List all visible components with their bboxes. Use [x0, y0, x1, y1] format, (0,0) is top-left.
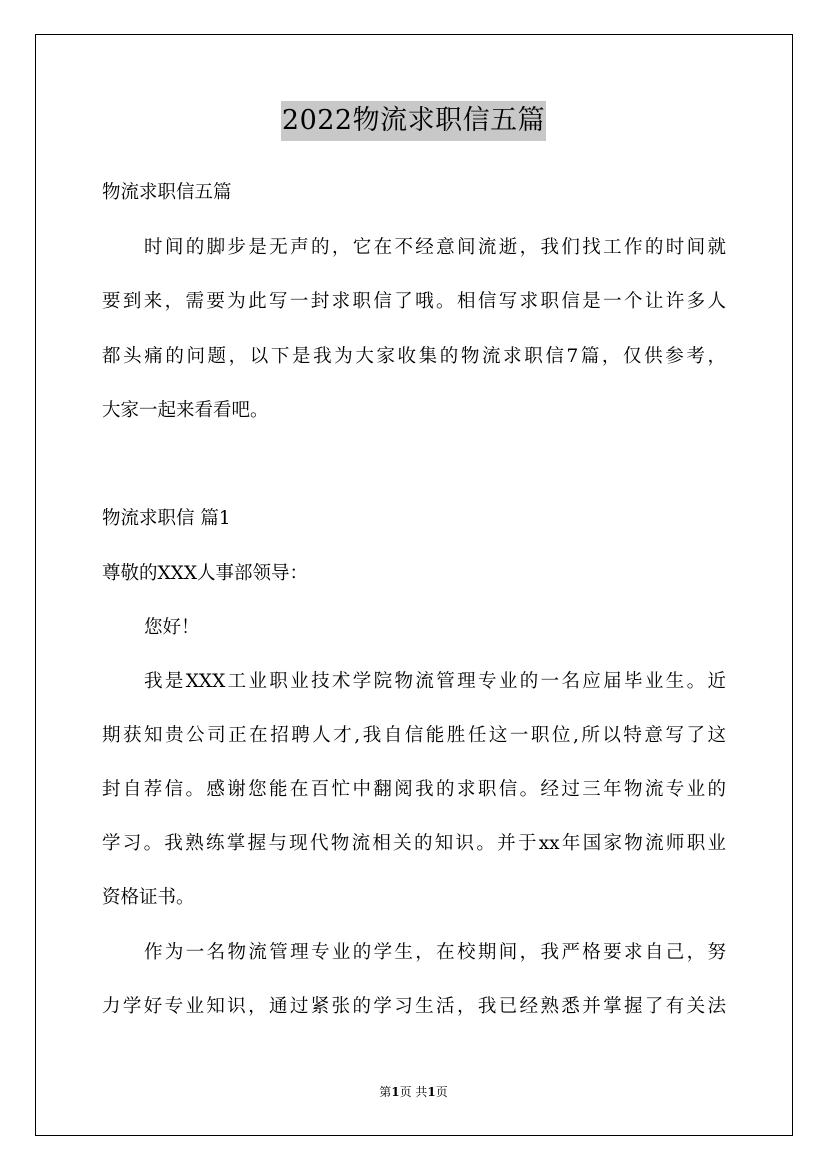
paragraph-line: 作为一名物流管理专业的学生，在校期间，我严格要求自己，努	[144, 942, 726, 963]
document-title: 2022物流求职信五篇	[281, 101, 546, 141]
greeting: 您好！	[144, 617, 200, 638]
intro-line: 时间的脚步是无声的，它在不经意间流逝，我们找工作的时间就	[144, 237, 726, 258]
intro-line: 都头痛的问题，以下是我为大家收集的物流求职信7篇，仅供参考，	[102, 346, 726, 367]
document-subtitle: 物流求职信五篇	[102, 182, 232, 203]
footer-suffix: 页	[435, 1085, 448, 1099]
page-footer	[0, 1083, 827, 1101]
footer-total-pages: 1	[427, 1085, 436, 1099]
paragraph-line: 我是XXX工业职业技术学院物流管理专业的一名应届毕业生。近	[144, 671, 726, 692]
paragraph-line: 期获知贵公司正在招聘人才,我自信能胜任这一职位,所以特意写了这	[102, 725, 726, 746]
salutation: 尊敬的XXX人事部领导：	[102, 563, 309, 584]
section-heading: 物流求职信 篇1	[102, 508, 231, 529]
paragraph-line: 学习。我熟练掌握与现代物流相关的知识。并于xx年国家物流师职业	[102, 833, 726, 854]
footer-mid: 页 共	[399, 1085, 428, 1099]
intro-line: 要到来，需要为此写一封求职信了哦。相信写求职信是一个让许多人	[102, 291, 726, 312]
intro-line: 大家一起来看看吧。	[102, 400, 269, 421]
footer-prefix: 第	[379, 1085, 392, 1099]
title-container	[0, 101, 827, 141]
paragraph-line: 封自荐信。感谢您能在百忙中翻阅我的求职信。经过三年物流专业的	[102, 779, 726, 800]
paragraph-line: 资格证书。	[102, 887, 195, 908]
paragraph-line: 力学好专业知识，通过紧张的学习生活，我已经熟悉并掌握了有关法	[102, 996, 726, 1017]
footer-current-page: 1	[391, 1085, 400, 1099]
